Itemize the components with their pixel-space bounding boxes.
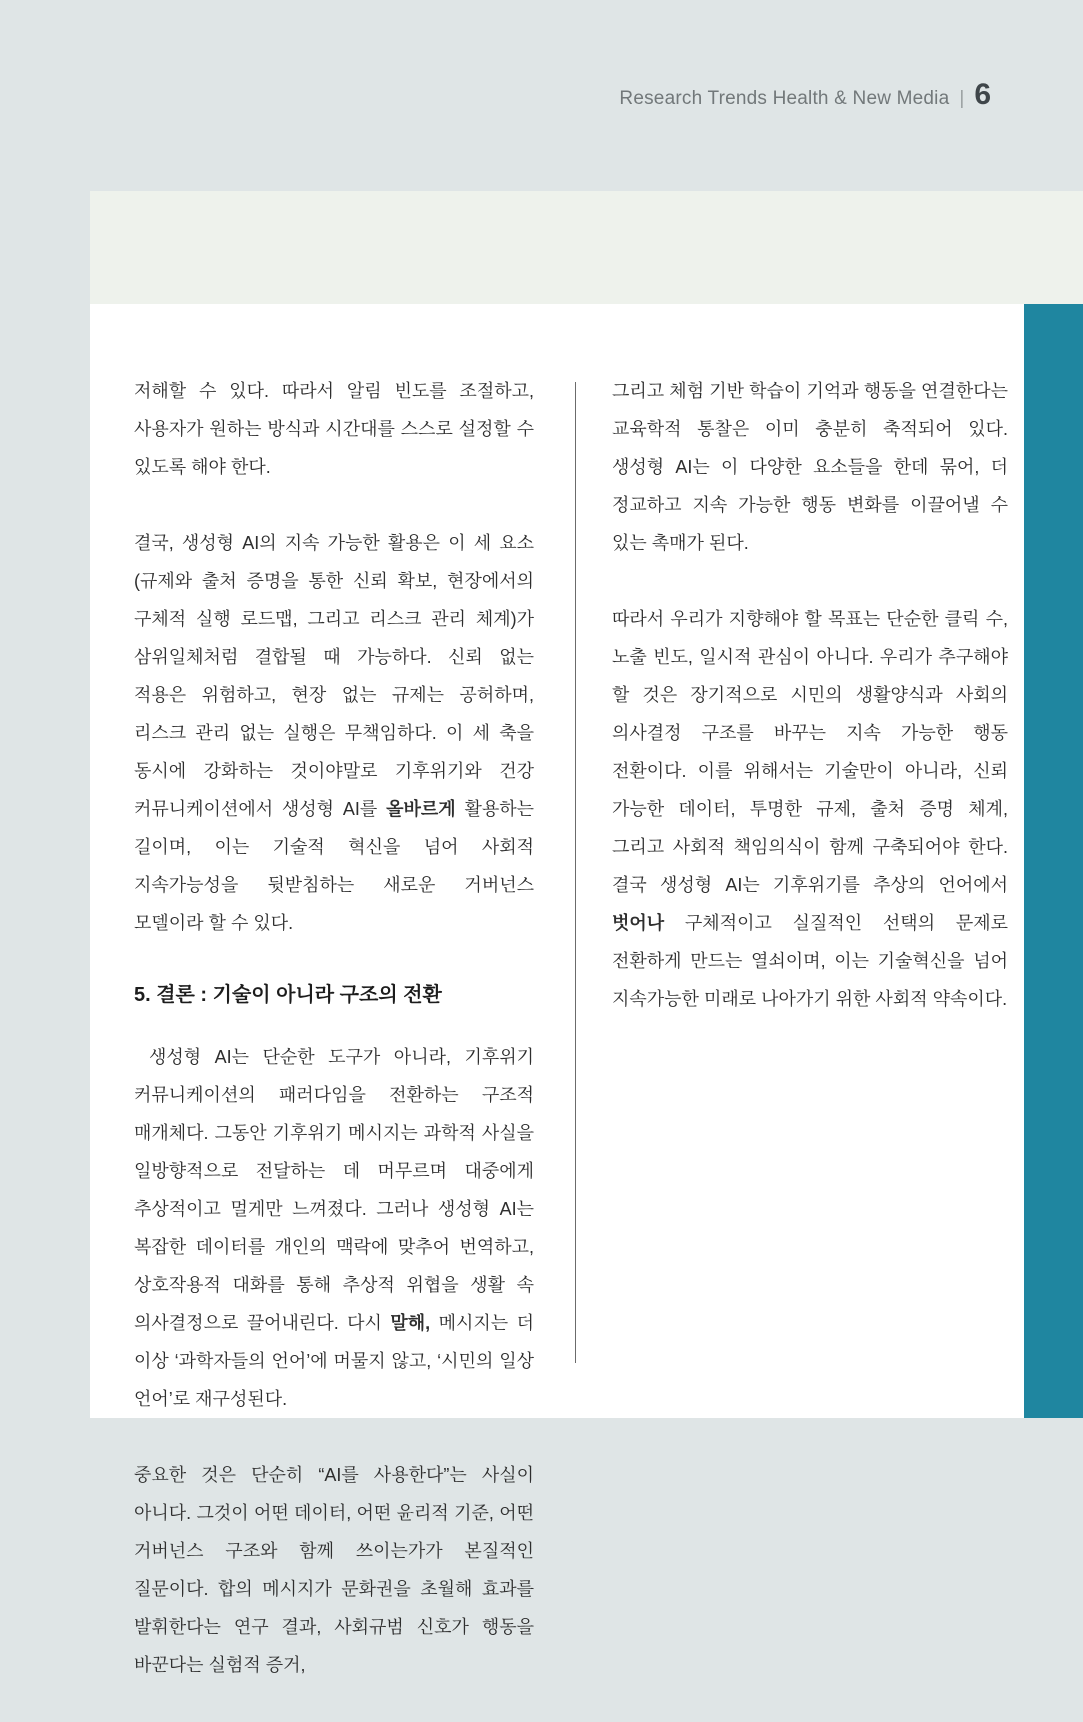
text-column-right — [612, 372, 1008, 1056]
top-accent-band — [90, 191, 1083, 304]
text-run: 구체적이고 실질적인 선택의 문제로 전환하게 만드는 열쇠이며, 이는 기술혁신을 넘어 지속가능한 미래로 나아가기 위한 사회적 약속이다. — [612, 913, 1008, 1009]
body-paragraph — [134, 372, 534, 486]
text-run: 그리고 체험 기반 학습이 기억과 행동을 연결한다는 교육학적 통찰은 이미 충분히 축적되어 있다. 생성형 AI는 이 다양한 요소들을 한데 묶어, 더 정교하고 지속 가능한 행동 변화를 이끌어낼 수 있는 촉매가 된다. — [612, 381, 1008, 553]
body-paragraph — [134, 1456, 534, 1684]
emphasized-text: 벗어나 — [612, 913, 665, 933]
page-number: 6 — [974, 78, 991, 111]
body-paragraph — [612, 372, 1008, 562]
text-column-left — [134, 372, 534, 1722]
text-run: 생성형 AI는 단순한 도구가 아니라, 기후위기 커뮤니케이션의 패러다임을 전환하는 구조적 매개체다. 그동안 기후위기 메시지는 과학적 사실을 일방향적으로 전달하는 데 머무르며 대중에게 추상적이고 멀게만 느껴졌다. 그러나 생성형 AI는 복잡한 데이터를 개인의 맥락에 맞추어 번역하고, 상호작용적 대화를 통해 추상적 위협을 생활 속 의사결정으로 끌어내린다. 다시 — [134, 1047, 534, 1333]
emphasized-text: 말해, — [390, 1313, 431, 1333]
emphasized-text: 올바르게 — [386, 799, 456, 819]
text-run: 저해할 수 있다. 따라서 알림 빈도를 조절하고, 사용자가 원하는 방식과 시간대를 스스로 설정할 수 있도록 해야 한다. — [134, 381, 534, 477]
accent-sidebar — [1024, 304, 1083, 1418]
journal-title: Research Trends Health & New Media — [619, 88, 950, 109]
text-run: 따라서 우리가 지향해야 할 목표는 단순한 클릭 수, 노출 빈도, 일시적 관심이 아니다. 우리가 추구해야 할 것은 장기적으로 시민의 생활양식과 사회의 의사결정 구조를 바꾸는 지속 가능한 행동 전환이다. 이를 위해서는 기술만이 아니라, 신뢰 가능한 데이터, 투명한 규제, 출처 증명 체계, 그리고 사회적 책임의식이 함께 구축되어야 한다. 결국 생성형 AI는 기후위기를 추상의 언어에서 — [612, 609, 1008, 895]
text-run: 결국, 생성형 AI의 지속 가능한 활용은 이 세 요소(규제와 출처 증명을 통한 신뢰 확보, 현장에서의 구체적 실행 로드맵, 그리고 리스크 관리 체계)가 삼위일체처럼 결합될 때 가능하다. 신뢰 없는 적용은 위험하고, 현장 없는 규제는 공허하며, 리스크 관리 없는 실행은 무책임하다. 이 세 축을 동시에 강화하는 것이야말로 기후위기와 건강 커뮤니케이션에서 생성형 AI를 — [134, 533, 534, 819]
header-separator: | — [959, 88, 965, 109]
text-run: 메시지는 더 이상 ‘과학자들의 언어’에 머물지 않고, ‘시민의 일상 언어’로 재구성된다. — [134, 1313, 535, 1409]
section-heading — [134, 980, 534, 1010]
page-header — [619, 78, 991, 112]
text-run: 활용하는 길이며, 이는 기술적 혁신을 넘어 사회적 지속가능성을 뒷받침하는 새로운 거버넌스 모델이라 할 수 있다. — [134, 799, 534, 933]
body-paragraph — [134, 524, 534, 942]
text-run: 5. 결론 : 기술이 아니라 구조의 전환 — [134, 984, 442, 1006]
body-paragraph — [134, 1038, 534, 1418]
column-divider — [575, 382, 576, 1363]
body-paragraph — [612, 600, 1008, 1018]
text-run: 중요한 것은 단순히 “AI를 사용한다”는 사실이 아니다. 그것이 어떤 데이터, 어떤 윤리적 기준, 어떤 거버넌스 구조와 함께 쓰이는가가 본질적인 질문이다. 합의 메시지가 문화권을 초월해 효과를 발휘한다는 연구 결과, 사회규범 신호가 행동을 바꾼다는 실험적 증거, — [134, 1465, 534, 1675]
